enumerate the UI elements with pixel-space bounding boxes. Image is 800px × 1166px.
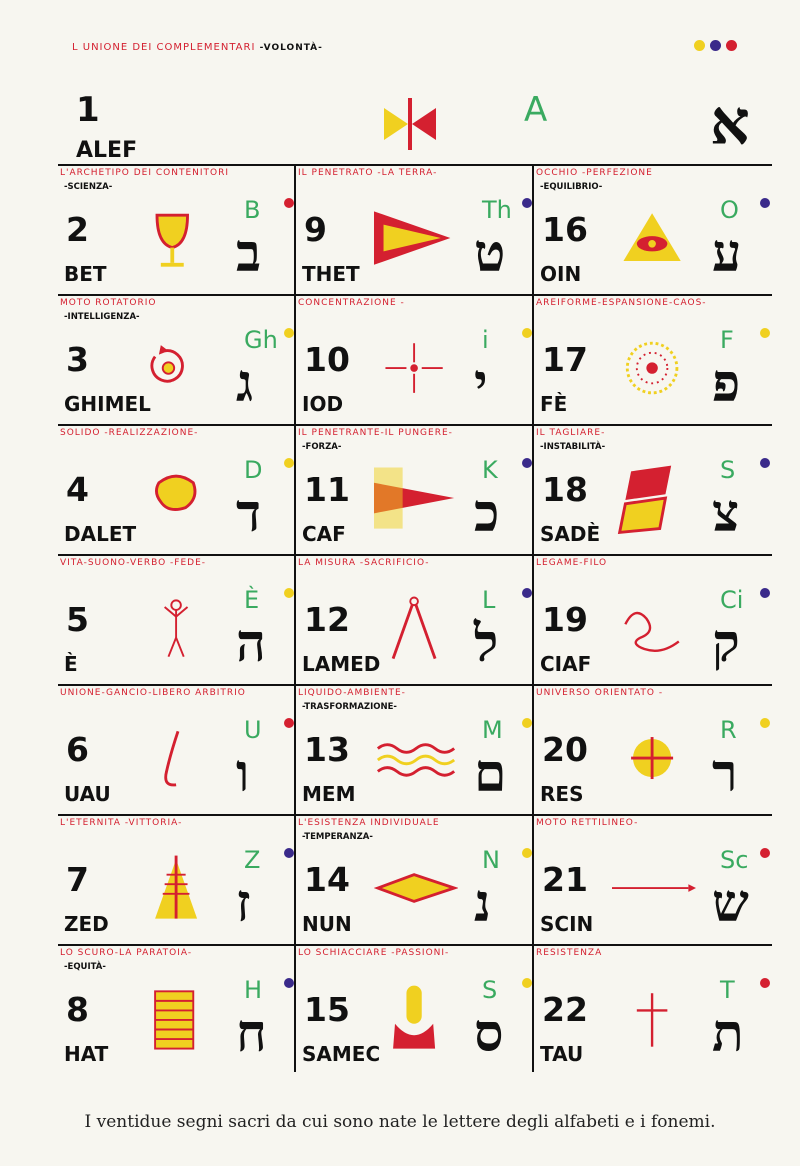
letter-cell — [60, 426, 296, 554]
rhombus-icon — [374, 854, 458, 924]
latin-letter: S — [482, 976, 498, 1004]
waves-icon — [374, 724, 458, 794]
hebrew-letter: ב — [236, 223, 262, 284]
color-dot — [284, 588, 294, 598]
split-block-icon — [612, 464, 696, 534]
letter-number: 8 — [66, 990, 89, 1029]
hebrew-letter: ק — [712, 613, 740, 674]
header-caption — [72, 42, 323, 53]
letter-cell — [298, 296, 534, 424]
letter-cell — [60, 686, 296, 814]
cell-caption: LIQUIDO-AMBIENTE- — [298, 688, 406, 698]
cell-keyword: -EQUILIBRIO- — [540, 182, 603, 192]
letter-number: 19 — [542, 600, 588, 639]
letter-name: SCIN — [540, 912, 594, 936]
color-dot — [522, 848, 532, 858]
cell-caption: AREIFORME-ESPANSIONE-CAOS- — [536, 298, 707, 308]
letter-number: 17 — [542, 340, 588, 379]
letter-name: OIN — [540, 262, 582, 286]
letter-cell — [60, 296, 296, 424]
spike-icon — [374, 464, 458, 534]
cell-caption: LEGAME-FILO — [536, 558, 608, 568]
solid-icon — [136, 464, 220, 534]
hebrew-letter: ט — [474, 223, 506, 284]
letter-cell — [298, 426, 534, 554]
grid-icon — [136, 984, 220, 1054]
letter-number: 20 — [542, 730, 588, 769]
letter-cell — [60, 816, 296, 944]
latin-letter: N — [482, 846, 500, 874]
figure-icon — [136, 594, 220, 664]
color-dots — [694, 40, 737, 51]
color-dot — [284, 848, 294, 858]
cell-caption: OCCHIO -PERFEZIONE — [536, 168, 653, 178]
cross-circle-icon — [612, 724, 696, 794]
letter-number: 4 — [66, 470, 89, 509]
color-dot — [284, 198, 294, 208]
letter-cell — [536, 946, 772, 1074]
letter-cell — [60, 946, 296, 1074]
hebrew-letter: נ — [474, 873, 491, 934]
hebrew-letter: כ — [474, 483, 500, 544]
hebrew-letter: ז — [236, 873, 251, 934]
cell-caption: MOTO RETTILINEO- — [536, 818, 639, 828]
letter-name: LAMED — [302, 652, 381, 676]
letter-cell — [536, 166, 772, 294]
letter-name: FÈ — [540, 392, 568, 416]
cell-caption: SOLIDO -REALIZZAZIONE- — [60, 428, 199, 438]
color-dot — [760, 458, 770, 468]
cell-keyword: -EQUITÀ- — [64, 962, 106, 972]
letter-name: DALET — [64, 522, 137, 546]
color-dot — [760, 718, 770, 728]
press-icon — [374, 984, 458, 1054]
cell-caption: IL TAGLIARE- — [536, 428, 606, 438]
letter-number: 2 — [66, 210, 89, 249]
latin-letter: M — [482, 716, 503, 744]
letter-cell — [298, 946, 534, 1074]
latin-letter: A — [524, 90, 548, 130]
color-dot — [284, 718, 294, 728]
letter-name: SADÈ — [540, 522, 601, 546]
letter-cell — [60, 556, 296, 684]
letter-name: NUN — [302, 912, 352, 936]
hebrew-letter: ח — [236, 1003, 267, 1064]
letter-cell — [536, 556, 772, 684]
latin-letter: F — [720, 326, 734, 354]
letter-number: 6 — [66, 730, 89, 769]
letter-name: ALEF — [76, 138, 138, 163]
letter-number: 15 — [304, 990, 350, 1029]
latin-letter: H — [244, 976, 263, 1004]
two-triangles-icon — [380, 96, 440, 152]
cell-caption: VITA-SUONO-VERBO -FEDE- — [60, 558, 207, 568]
cell-keyword: -FORZA- — [302, 442, 342, 452]
letter-name: RES — [540, 782, 584, 806]
hebrew-letter: ל — [474, 613, 499, 674]
hebrew-letter: ת — [712, 1003, 744, 1064]
cell-caption: L'ARCHETIPO DEI CONTENITORI — [60, 168, 230, 178]
color-dot — [522, 198, 532, 208]
color-dot — [522, 458, 532, 468]
hebrew-letter: ר — [712, 743, 738, 804]
color-dot — [760, 848, 770, 858]
chalice-icon — [136, 204, 220, 274]
letter-number: 18 — [542, 470, 588, 509]
hebrew-letter: ש — [712, 873, 749, 934]
letter-name: È — [64, 652, 78, 676]
hook-icon — [136, 724, 220, 794]
letter-name: GHIMEL — [64, 392, 151, 416]
letter-number: 12 — [304, 600, 350, 639]
expansion-icon — [612, 334, 696, 404]
letter-number: 22 — [542, 990, 588, 1029]
hebrew-letter: ם — [474, 743, 507, 804]
letter-number: 1 — [76, 90, 100, 130]
concentration-icon — [374, 334, 458, 404]
hebrew-letter: ד — [236, 483, 262, 544]
color-dot — [760, 588, 770, 598]
spiral-icon — [136, 334, 220, 404]
hebrew-letter: י — [474, 353, 488, 414]
eye-triangle-icon — [612, 204, 696, 274]
header-keyword: -VOLONTÀ- — [259, 43, 323, 53]
cell-keyword: -INSTABILITÀ- — [540, 442, 606, 452]
latin-letter: T — [720, 976, 735, 1004]
letter-number: 14 — [304, 860, 350, 899]
letter-name: CAF — [302, 522, 346, 546]
cell-caption: UNIVERSO ORIENTATO - — [536, 688, 664, 698]
letter-cell — [536, 426, 772, 554]
color-dot — [726, 40, 737, 51]
letter-cell — [298, 686, 534, 814]
letter-cell — [298, 556, 534, 684]
color-dot — [284, 978, 294, 988]
cell-caption: LO SCURO-LA PARATOIA- — [60, 948, 193, 958]
latin-letter: Ci — [720, 586, 744, 614]
cell-caption: L'ESISTENZA INDIVIDUALE — [298, 818, 440, 828]
cell-keyword: -SCIENZA- — [64, 182, 113, 192]
cell-keyword: -INTELLIGENZA- — [64, 312, 140, 322]
letter-number: 11 — [304, 470, 350, 509]
header-caption-text: L UNIONE DEI COMPLEMENTARI — [72, 42, 256, 53]
letter-name: MEM — [302, 782, 356, 806]
latin-letter: Z — [244, 846, 261, 874]
color-dot — [760, 978, 770, 988]
latin-letter: Gh — [244, 326, 278, 354]
color-dot — [522, 978, 532, 988]
letter-cell — [60, 166, 296, 294]
latin-letter: O — [720, 196, 739, 224]
cell-caption: MOTO ROTATORIO — [60, 298, 157, 308]
plus-icon — [612, 984, 696, 1054]
cell-caption: LO SCHIACCIARE -PASSIONI- — [298, 948, 450, 958]
ladder-triangle-icon — [136, 854, 220, 924]
arrow-icon — [612, 854, 696, 924]
letter-name: THET — [302, 262, 360, 286]
latin-letter: Th — [482, 196, 512, 224]
letter-number: 5 — [66, 600, 89, 639]
wedge-icon — [374, 204, 458, 274]
letter-number: 7 — [66, 860, 89, 899]
latin-letter: S — [720, 456, 736, 484]
latin-letter: Sc — [720, 846, 749, 874]
cell-caption: IL PENETRATO -LA TERRA- — [298, 168, 438, 178]
letter-name: HAT — [64, 1042, 109, 1066]
letter-name: SAMEC — [302, 1042, 381, 1066]
color-dot — [694, 40, 705, 51]
hebrew-letter: ס — [474, 1003, 504, 1064]
letter-number: 10 — [304, 340, 350, 379]
hebrew-letter: ע — [712, 223, 742, 284]
letter-name: CIAF — [540, 652, 592, 676]
hebrew-letter: ג — [236, 353, 254, 414]
letter-name: IOD — [302, 392, 344, 416]
cell-caption: RESISTENZA — [536, 948, 603, 958]
letter-number: 13 — [304, 730, 350, 769]
letter-number: 3 — [66, 340, 89, 379]
letter-name: ZED — [64, 912, 109, 936]
latin-letter: K — [482, 456, 498, 484]
cell-caption: LA MISURA -SACRIFICIO- — [298, 558, 430, 568]
latin-letter: È — [244, 586, 260, 614]
letter-cell — [536, 816, 772, 944]
letter-name: UAU — [64, 782, 111, 806]
cell-caption: IL PENETRANTE-IL PUNGERE- — [298, 428, 453, 438]
letter-cell — [298, 166, 534, 294]
latin-letter: B — [244, 196, 261, 224]
latin-letter: L — [482, 586, 496, 614]
latin-letter: i — [482, 326, 489, 354]
hebrew-letter: פ — [712, 353, 741, 414]
thread-icon — [612, 594, 696, 664]
color-dot — [760, 198, 770, 208]
hebrew-letter: צ — [712, 483, 740, 544]
top-row-alef — [70, 80, 770, 164]
letter-name: BET — [64, 262, 107, 286]
compass-icon — [374, 594, 458, 664]
color-dot — [284, 328, 294, 338]
letter-name: TAU — [540, 1042, 584, 1066]
latin-letter: D — [244, 456, 263, 484]
figure-caption: I ventidue segni sacri da cui sono nate le lettere degli alfabeti e i fonemi. — [84, 1112, 716, 1132]
hebrew-letter: א — [710, 86, 750, 159]
letter-cell — [536, 296, 772, 424]
latin-letter: R — [720, 716, 737, 744]
letter-number: 16 — [542, 210, 588, 249]
cell-caption: L'ETERNITÀ -VITTORIA- — [60, 818, 183, 828]
letter-cell — [536, 686, 772, 814]
hebrew-letter: ו — [236, 743, 250, 804]
cell-caption: CONCENTRAZIONE - — [298, 298, 405, 308]
hebrew-letter: ה — [236, 613, 266, 674]
color-dot — [760, 328, 770, 338]
color-dot — [522, 718, 532, 728]
latin-letter: U — [244, 716, 262, 744]
cell-keyword: -TRASFORMAZIONE- — [302, 702, 397, 712]
color-dot — [284, 458, 294, 468]
cell-keyword: -TEMPERANZA- — [302, 832, 373, 842]
color-dot — [522, 588, 532, 598]
cell-caption: UNIONE-GANCIO-LIBERO ARBITRIO — [60, 688, 246, 698]
letter-number: 21 — [542, 860, 588, 899]
color-dot — [522, 328, 532, 338]
color-dot — [710, 40, 721, 51]
letter-number: 9 — [304, 210, 327, 249]
letter-cell — [298, 816, 534, 944]
